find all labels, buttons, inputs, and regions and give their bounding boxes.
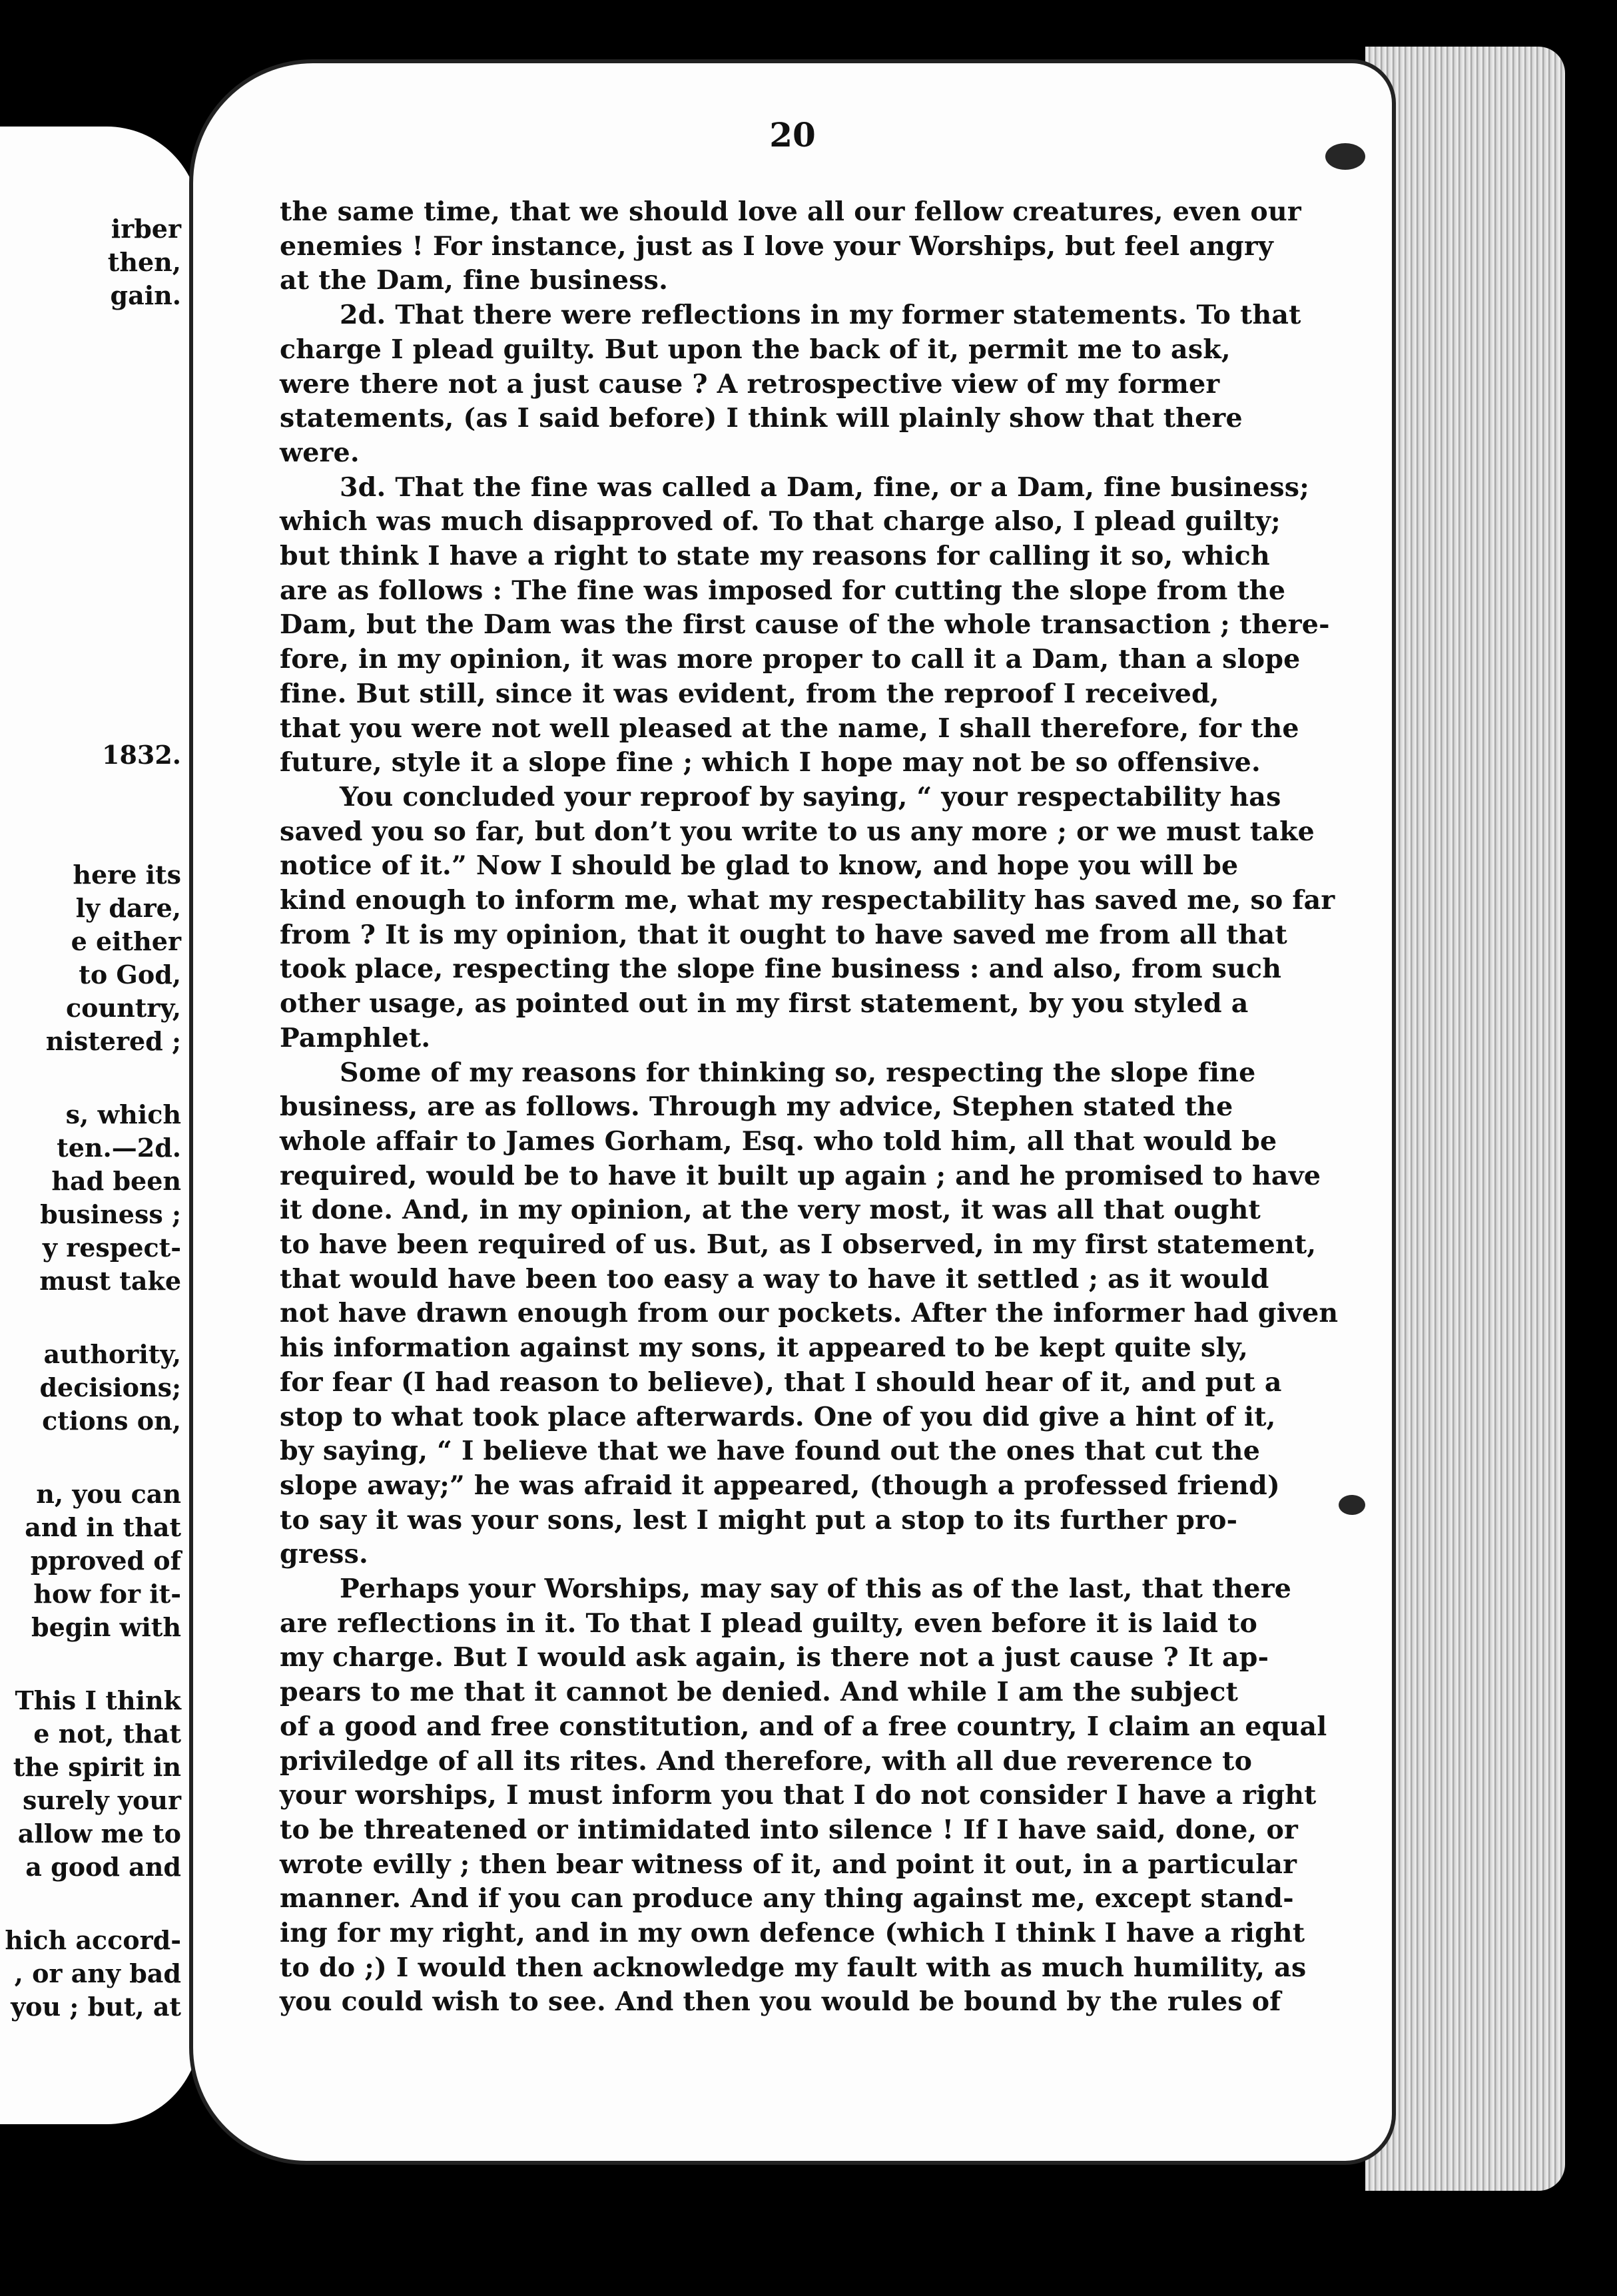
- text-line: to have been required of us. But, as I observed, in my first statement,: [280, 1229, 1317, 1260]
- text-line: statements, (as I said before) I think will plainly show that there: [280, 403, 1243, 434]
- text-line: to do ;) I would then acknowledge my fault with as much humility, as: [280, 1952, 1307, 1983]
- text-line: Dam, but the Dam was the first cause of the whole transaction ; there-: [280, 609, 1330, 641]
- text-line: future, style it a slope fine ; which I hope may not be so offensive.: [280, 747, 1261, 778]
- previous-page-fragment: [0, 127, 200, 2124]
- previous-page-line: a good and: [25, 1852, 181, 1882]
- text-line: stop to what took place afterwards. One of you did give a hint of it,: [280, 1401, 1276, 1432]
- text-line: kind enough to inform me, what my respectability has saved me, so far: [280, 885, 1335, 916]
- previous-page-line: here its: [73, 860, 181, 890]
- text-line: Perhaps your Worships, may say of this as of the last, that there: [340, 1574, 1292, 1604]
- text-line: required, would be to have it built up again ; and he promised to have: [280, 1160, 1321, 1191]
- previous-page-line: pproved of: [30, 1546, 181, 1576]
- text-line: notice of it.” Now I should be glad to know, and hope you will be: [280, 850, 1239, 882]
- previous-page-line: e either: [71, 926, 181, 956]
- text-line: manner. And if you can produce any thing against me, except stand-: [280, 1883, 1294, 1914]
- previous-page-line: begin with: [31, 1612, 181, 1642]
- previous-page-line: ly dare,: [75, 893, 181, 923]
- text-line: you could wish to see. And then you would be bound by the rules of: [280, 1986, 1281, 2018]
- text-line: your worships, I must inform you that I do not consider I have a right: [280, 1780, 1317, 1811]
- text-line: pears to me that it cannot be denied. And while I am the subject: [280, 1677, 1239, 1708]
- book-page: [193, 63, 1392, 2161]
- text-line: other usage, as pointed out in my first statement, by you styled a: [280, 988, 1249, 1019]
- text-line: which was much disapproved of. To that charge also, I plead guilty;: [280, 506, 1281, 537]
- previous-page-line: nistered ;: [45, 1026, 181, 1056]
- previous-page-line: n, you can: [36, 1479, 181, 1509]
- previous-page-line: allow me to: [17, 1819, 181, 1849]
- text-line: gress.: [280, 1539, 368, 1570]
- previous-page-line: e not, that: [33, 1719, 181, 1749]
- previous-page-line: ten.—2d.: [57, 1133, 181, 1163]
- previous-page-line: 1832.: [102, 740, 181, 770]
- text-line: 3d. That the fine was called a Dam, fine, or a Dam, fine business;: [340, 471, 1310, 503]
- previous-page-line: the spirit in: [13, 1752, 181, 1782]
- previous-page-line: , or any bad: [14, 1958, 181, 1988]
- page-number: 20: [769, 115, 816, 154]
- previous-page-line: must take: [39, 1266, 181, 1296]
- text-line: to say it was your sons, lest I might put a stop to its further pro-: [280, 1504, 1238, 1536]
- previous-page-line: authority,: [43, 1339, 181, 1369]
- book-page-edges: [1365, 47, 1565, 2191]
- text-line: were.: [280, 437, 360, 468]
- previous-page-line: decisions;: [39, 1372, 181, 1402]
- text-line: saved you so far, but don’t you write to us any more ; or we must take: [280, 816, 1315, 847]
- text-line: for fear (I had reason to believe), that I should hear of it, and put a: [280, 1366, 1282, 1398]
- previous-page-line: business ;: [40, 1199, 181, 1229]
- text-line: wrote evilly ; then bear witness of it, and point it out, in a particular: [280, 1849, 1297, 1880]
- text-line: from ? It is my opinion, that it ought to have saved me from all that: [280, 919, 1287, 950]
- previous-page-line: y respect-: [42, 1233, 181, 1263]
- text-line: priviledge of all its rites. And therefore, with all due reverence to: [280, 1745, 1253, 1777]
- text-line: at the Dam, fine business.: [280, 265, 669, 296]
- previous-page-line: s, which: [65, 1099, 181, 1129]
- previous-page-line: how for it-: [33, 1579, 181, 1609]
- previous-page-line: This I think: [15, 1685, 181, 1715]
- text-line: of a good and free constitution, and of a free country, I claim an equal: [280, 1711, 1327, 1742]
- text-line: Some of my reasons for thinking so, respecting the slope fine: [340, 1057, 1256, 1088]
- previous-page-line: irber: [111, 214, 181, 244]
- text-line: the same time, that we should love all our fellow creatures, even our: [280, 196, 1301, 227]
- previous-page-line: country,: [66, 993, 181, 1023]
- text-line: are as follows : The fine was imposed for cutting the slope from the: [280, 575, 1286, 606]
- previous-page-line: surely your: [22, 1785, 181, 1815]
- text-line: business, are as follows. Through my advice, Stephen stated the: [280, 1091, 1233, 1123]
- text-line: enemies ! For instance, just as I love your Worships, but feel angry: [280, 230, 1274, 262]
- text-line: by saying, “ I believe that we have found out the ones that cut the: [280, 1436, 1261, 1467]
- text-line: whole affair to James Gorham, Esq. who told him, all that would be: [280, 1125, 1277, 1157]
- previous-page-line: you ; but, at: [11, 1992, 181, 2022]
- text-line: slope away;” he was afraid it appeared, (though a professed friend): [280, 1470, 1280, 1501]
- previous-page-line: ctions on,: [42, 1406, 181, 1436]
- previous-page-line: gain.: [110, 280, 181, 310]
- text-line: were there not a just cause ? A retrospective view of my former: [280, 368, 1220, 400]
- text-line: not have drawn enough from our pockets. After the informer had given: [280, 1298, 1339, 1329]
- ink-smudge: [1325, 143, 1365, 170]
- text-line: to be threatened or intimidated into silence ! If I have said, done, or: [280, 1814, 1299, 1845]
- text-line: charge I plead guilty. But upon the back of it, permit me to ask,: [280, 334, 1231, 365]
- previous-page-line: had been: [51, 1166, 181, 1196]
- text-line: fine. But still, since it was evident, from the reproof I received,: [280, 678, 1219, 709]
- ink-smudge: [1339, 1495, 1365, 1515]
- text-line: but think I have a right to state my reasons for calling it so, which: [280, 541, 1270, 571]
- text-line: 2d. That there were reflections in my former statements. To that: [340, 300, 1301, 331]
- text-line: You concluded your reproof by saying, “ your respectability has: [340, 781, 1281, 812]
- text-line: it done. And, in my opinion, at the very most, it was all that ought: [280, 1195, 1261, 1226]
- text-line: are reflections in it. To that I plead guilty, even before it is laid to: [280, 1607, 1258, 1639]
- previous-page-line: to God,: [79, 960, 181, 990]
- previous-page-line: then,: [107, 247, 181, 277]
- previous-page-line: hich accord-: [5, 1925, 181, 1955]
- text-line: his information against my sons, it appeared to be kept quite sly,: [280, 1332, 1249, 1364]
- text-line: ing for my right, and in my own defence (which I think I have a right: [280, 1918, 1305, 1948]
- previous-page-line: and in that: [25, 1512, 181, 1542]
- text-line: took place, respecting the slope fine business : and also, from such: [280, 954, 1282, 985]
- text-line: my charge. But I would ask again, is there not a just cause ? It ap-: [280, 1642, 1269, 1673]
- text-line: that you were not well pleased at the name, I shall therefore, for the: [280, 713, 1299, 744]
- text-line: that would have been too easy a way to have it settled ; as it would: [280, 1263, 1269, 1294]
- text-line: Pamphlet.: [280, 1022, 431, 1053]
- text-line: fore, in my opinion, it was more proper to call it a Dam, than a slope: [280, 644, 1301, 675]
